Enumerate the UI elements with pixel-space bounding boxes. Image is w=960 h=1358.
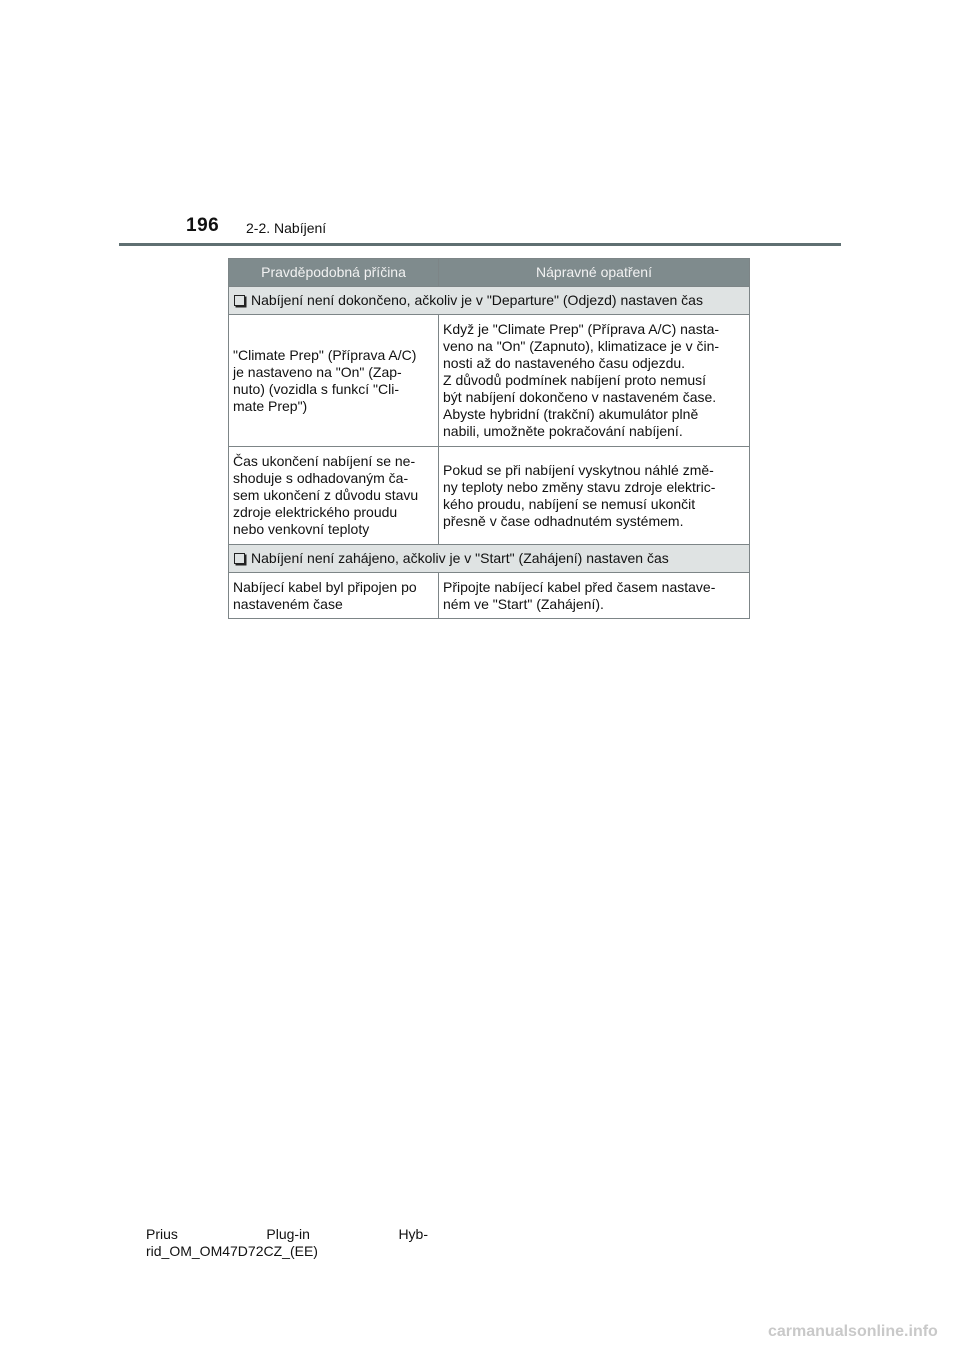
checkbox-bullet-icon bbox=[234, 295, 245, 306]
section-heading bbox=[229, 287, 750, 315]
section-heading-text: Nabíjení není zahájeno, ačkoliv je v "Start" (Zahájení) nastaven čas bbox=[251, 550, 669, 566]
section-title: 2-2. Nabíjení bbox=[246, 220, 327, 236]
cause-line: zdroje elektrického proudu bbox=[233, 504, 398, 520]
footer-word: Prius bbox=[146, 1226, 178, 1242]
cause-line: nastaveném čase bbox=[233, 595, 343, 612]
remedy-line: Abyste hybridní (trakční) akumulátor plně bbox=[443, 406, 699, 422]
remedy-line: veno na "On" (Zapnuto), klimatizace je v čin- bbox=[443, 338, 720, 354]
table-header-row bbox=[229, 259, 750, 287]
remedy-cell bbox=[439, 315, 750, 447]
cause-line: "Climate Prep" (Příprava A/C) bbox=[233, 346, 417, 363]
cause-line: nebo venkovní teploty bbox=[233, 521, 370, 537]
remedy-line: ny teploty nebo změny stavu zdroje elektric- bbox=[443, 478, 716, 495]
table-row bbox=[229, 573, 750, 619]
cause-line: sem ukončení z důvodu stavu bbox=[233, 487, 419, 503]
cause-cell bbox=[229, 315, 439, 447]
remedy-line: kého proudu, nabíjení se nemusí ukončit bbox=[443, 495, 696, 512]
section-heading-row bbox=[229, 287, 750, 315]
page-number: 196 bbox=[186, 215, 220, 236]
remedy-line: Z důvodů podmínek nabíjení proto nemusí bbox=[443, 372, 707, 388]
column-header-remedy: Nápravné opatření bbox=[439, 259, 750, 287]
footer-doc-id bbox=[146, 1226, 428, 1260]
remedy-line: nabili, umožněte pokračování nabíjení. bbox=[443, 423, 683, 439]
cause-line: mate Prep") bbox=[233, 397, 308, 414]
column-header-cause: Pravděpodobná příčina bbox=[229, 259, 439, 287]
table-row bbox=[229, 447, 750, 545]
remedy-line: nosti až do nastaveného času odjezdu. bbox=[443, 355, 686, 371]
cause-line: Čas ukončení nabíjení se ne- bbox=[233, 453, 416, 469]
remedy-line: ném ve "Start" (Zahájení). bbox=[443, 595, 604, 612]
remedy-cell bbox=[439, 447, 750, 545]
remedy-line: Pokud se při nabíjení vyskytnou náhlé změ- bbox=[443, 461, 714, 478]
cause-line: je nastaveno na "On" (Zap- bbox=[233, 363, 402, 380]
troubleshooting-table bbox=[228, 258, 750, 619]
table-row bbox=[229, 315, 750, 447]
checkbox-bullet-icon bbox=[234, 553, 245, 564]
cause-cell bbox=[229, 573, 439, 619]
footer-line-2: rid_OM_OM47D72CZ_(EE) bbox=[146, 1243, 318, 1259]
section-heading-row bbox=[229, 545, 750, 573]
remedy-cell bbox=[439, 573, 750, 619]
cause-line: nuto) (vozidla s funkcí "Cli- bbox=[233, 380, 400, 397]
footer-word: Hyb- bbox=[398, 1226, 428, 1242]
section-heading bbox=[229, 545, 750, 573]
footer-word: Plug-in bbox=[266, 1226, 310, 1242]
remedy-line: Připojte nabíjecí kabel před časem nastave- bbox=[443, 578, 716, 595]
footer-line-1 bbox=[146, 1226, 428, 1243]
watermark: carmanualsonline.info bbox=[768, 1323, 938, 1340]
header-rule bbox=[119, 243, 841, 246]
cause-line: shoduje s odhadovaným ča- bbox=[233, 470, 409, 486]
cause-line: Nabíjecí kabel byl připojen po bbox=[233, 578, 417, 595]
section-heading-text: Nabíjení není dokončeno, ačkoliv je v "Departure" (Odjezd) nastaven čas bbox=[251, 292, 703, 308]
cause-cell bbox=[229, 447, 439, 545]
remedy-line: být nabíjení dokončeno v nastaveném čase. bbox=[443, 389, 717, 405]
remedy-line: přesně v čase odhadnutém systémem. bbox=[443, 512, 684, 529]
remedy-line: Když je "Climate Prep" (Příprava A/C) nasta- bbox=[443, 321, 720, 337]
